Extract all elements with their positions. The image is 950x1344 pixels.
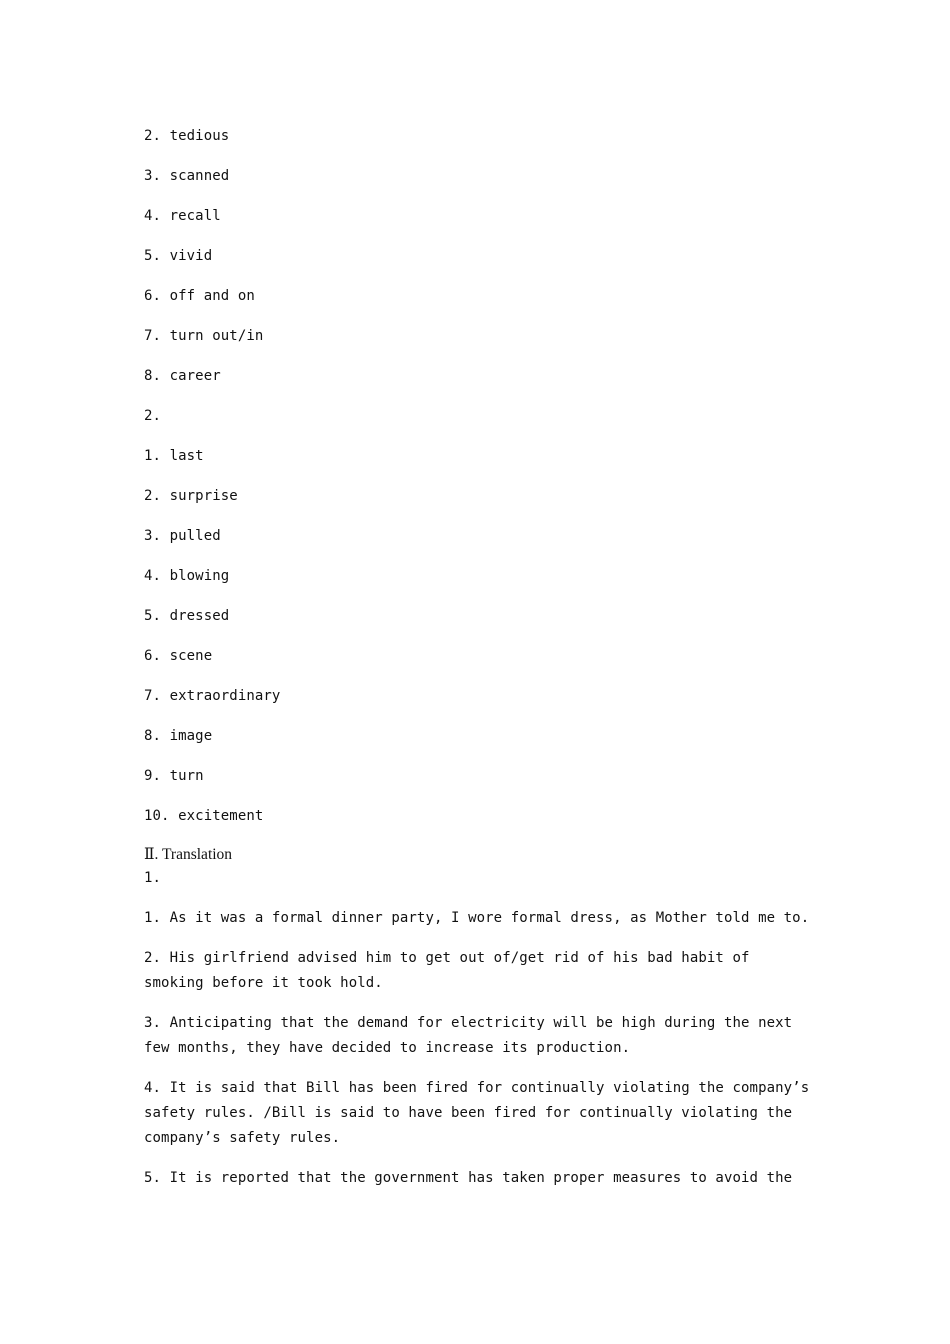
translation-sub-label: 1. [144, 870, 162, 886]
answer-item: 1. last [144, 448, 204, 464]
answer-item: 8. career [144, 368, 221, 384]
translation-heading: Ⅱ. Translation [144, 846, 233, 863]
page-content [144, 124, 818, 1206]
answer-item: 5. vivid [144, 248, 213, 264]
answer-item: 4. blowing [144, 568, 230, 584]
answer-item: 4. recall [144, 208, 221, 224]
translation-item: 4. It is said that Bill has been fired for continually violating the company’s safety rules. /Bill is said to have been fired for continually violating the company’s safety rules. [144, 1080, 818, 1146]
answer-item: 10. excitement [144, 808, 264, 824]
translation-item: 2. His girlfriend advised him to get out of/get rid of his bad habit of smoking before it took hold. [144, 950, 759, 991]
section-label: 2. [144, 408, 162, 424]
translation-item: 3. Anticipating that the demand for electricity will be high during the next few months, they have decided to increase its production. [144, 1015, 801, 1056]
answer-item: 2. tedious [144, 128, 230, 144]
answer-item: 5. dressed [144, 608, 230, 624]
answer-item: 8. image [144, 728, 213, 744]
answer-item: 6. scene [144, 648, 213, 664]
answer-item: 6. off and on [144, 288, 255, 304]
answer-item: 2. surprise [144, 488, 238, 504]
answer-item: 7. turn out/in [144, 328, 264, 344]
answer-item: 9. turn [144, 768, 204, 784]
answer-item: 3. scanned [144, 168, 230, 184]
answer-item: 7. extraordinary [144, 688, 281, 704]
answer-item: 3. pulled [144, 528, 221, 544]
translation-item: 5. It is reported that the government has taken proper measures to avoid the [144, 1170, 793, 1186]
translation-item: 1. As it was a formal dinner party, I wore formal dress, as Mother told me to. [144, 910, 810, 926]
